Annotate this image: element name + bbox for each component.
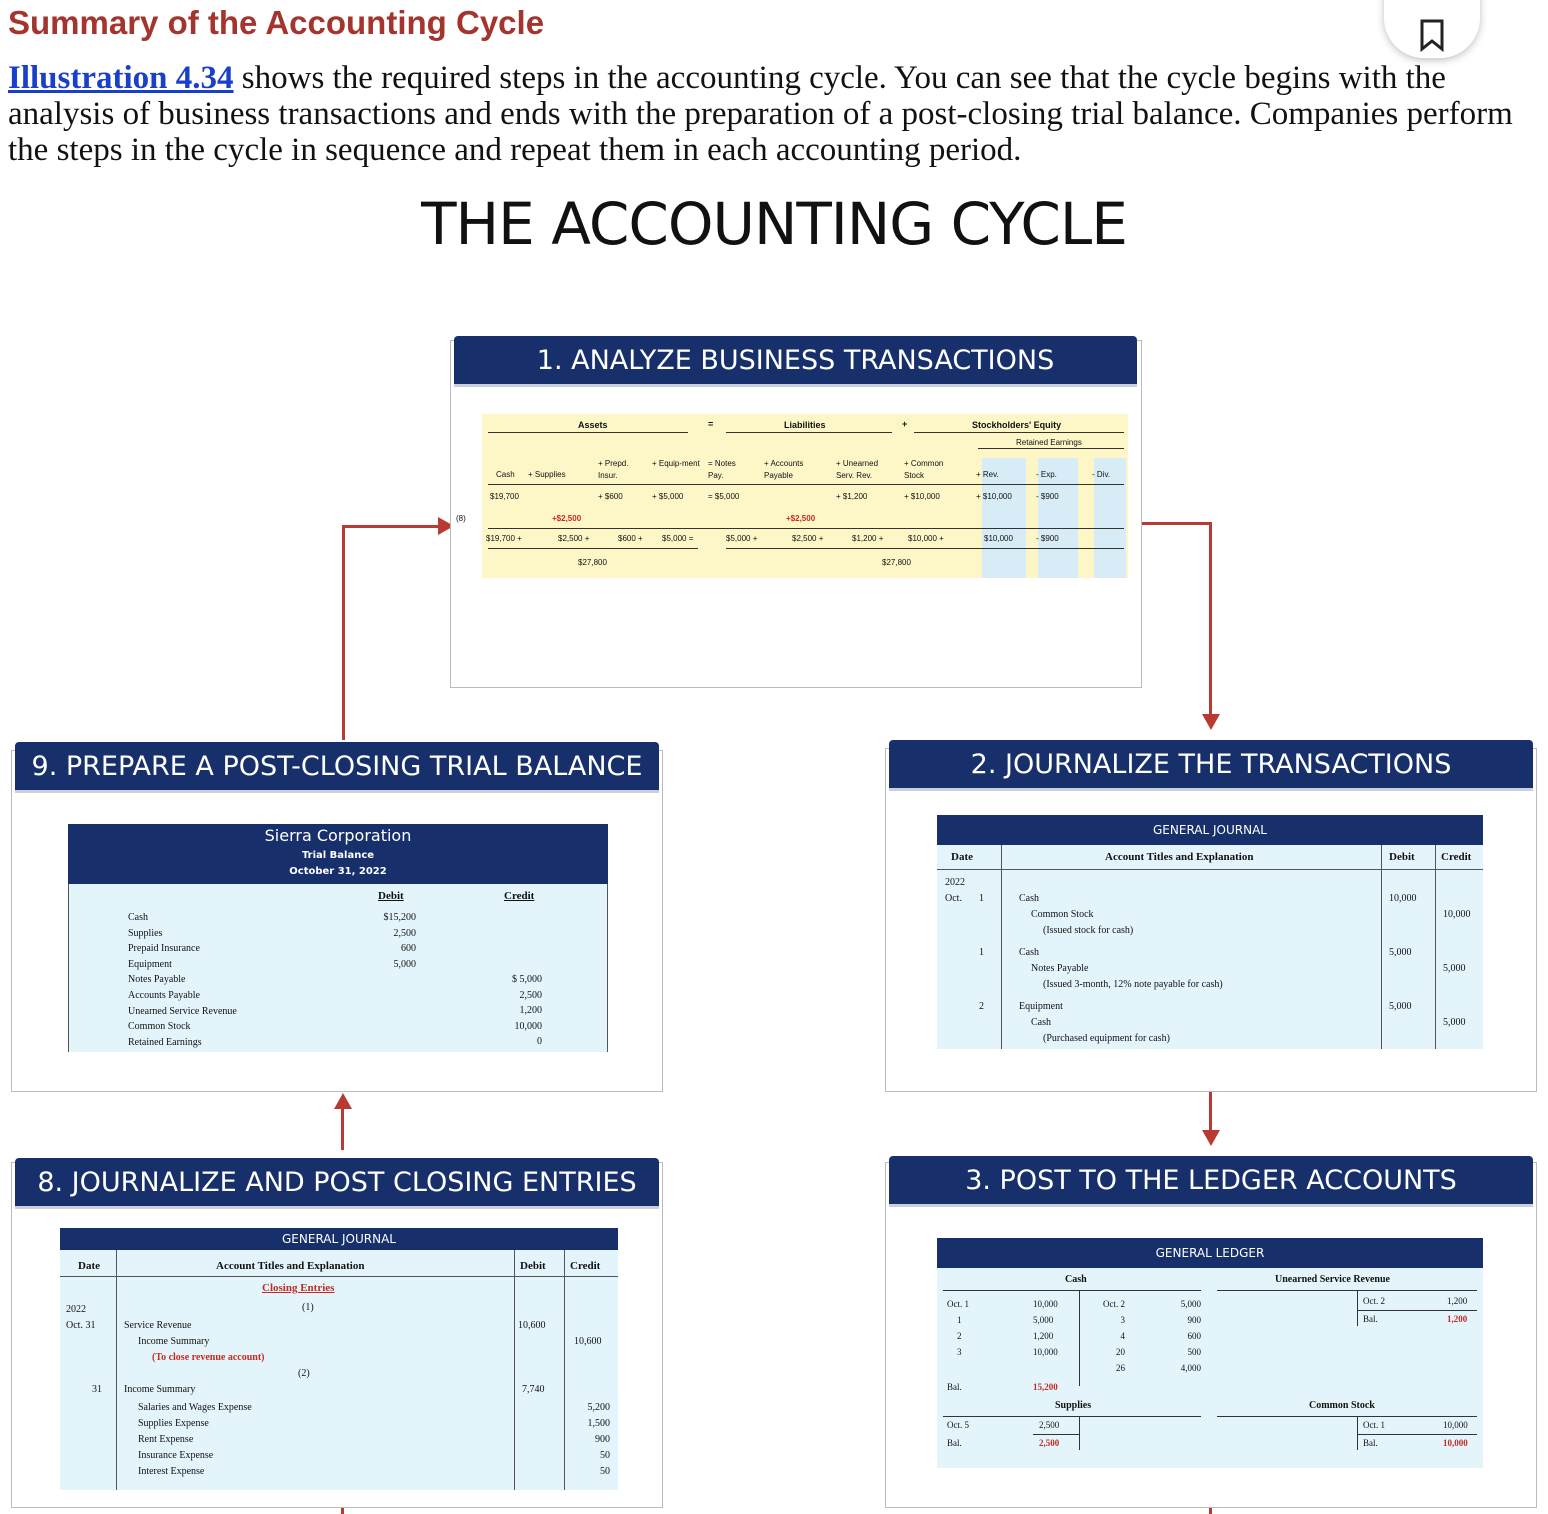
closing-e2-credit-amounts: 5,200 1,500 900 50 50 bbox=[587, 1402, 610, 1477]
col-debit: Debit bbox=[1389, 851, 1415, 863]
entry1-credit-account: Common Stock bbox=[1031, 909, 1094, 920]
supplies-date: Oct. 5 bbox=[947, 1420, 969, 1430]
journal-year: 2022 bbox=[945, 877, 965, 888]
col-revenue: + Rev. bbox=[976, 470, 999, 479]
arrow-1-to-2 bbox=[1140, 522, 1212, 525]
r1-unearned: + $1,200 bbox=[836, 492, 868, 501]
closing-col-date: Date bbox=[78, 1260, 100, 1272]
col-account: Account Titles and Explanation bbox=[1105, 851, 1254, 863]
journal-month: Oct. bbox=[945, 893, 962, 904]
entry3-credit-account: Cash bbox=[1031, 1017, 1051, 1028]
common-date: Oct. 1 bbox=[1363, 1420, 1385, 1430]
cash-credit-amounts: 5,000 900 600 500 4,000 bbox=[1180, 1299, 1201, 1373]
arrow-8-to-9 bbox=[341, 1108, 344, 1150]
intro-text: shows the required steps in the accounting cycle. You can see that the cycle begins with the analysis of business transactions and ends with the preparation of a post-closing trial balance. Companies perform the steps in the cycle in sequence and repeat them in each accounting period. bbox=[8, 60, 1513, 168]
equation-table bbox=[456, 414, 1128, 578]
unearned-account-title: Unearned Service Revenue bbox=[1275, 1274, 1390, 1285]
r3-cash: $19,700 + bbox=[486, 534, 522, 543]
arrow-head-up bbox=[334, 1093, 352, 1111]
r2-payable: +$2,500 bbox=[786, 514, 816, 523]
entry2-credit: 5,000 bbox=[1443, 963, 1466, 974]
r3-supplies: $2,500 + bbox=[558, 534, 590, 543]
col-common-stock: + Common Stock bbox=[904, 459, 944, 480]
col-unearned: + Unearned Serv. Rev. bbox=[836, 459, 879, 480]
bookmark-button[interactable] bbox=[1384, 0, 1480, 58]
r3-unearned: $1,200 + bbox=[852, 534, 884, 543]
trial-credits: $ 5,000 2,500 1,200 10,000 0 bbox=[512, 974, 542, 1048]
closing-col-debit: Debit bbox=[520, 1260, 546, 1272]
closing-e1-debit-account: Service Revenue bbox=[124, 1320, 192, 1331]
common-bal-label: Bal. bbox=[1363, 1438, 1378, 1448]
assets-label: Assets bbox=[578, 420, 608, 430]
bookmark-icon bbox=[1417, 18, 1447, 52]
col-cash: Cash bbox=[496, 470, 515, 479]
r3-prepaid: $600 + bbox=[618, 534, 643, 543]
r1-prepaid: + $600 bbox=[598, 492, 623, 501]
r1-revenue: + $10,000 bbox=[976, 492, 1012, 501]
r1-notes: = $5,000 bbox=[708, 492, 740, 501]
supplies-balance: 2,500 bbox=[1039, 1438, 1060, 1448]
closing-e1-credit-account: Income Summary bbox=[138, 1336, 210, 1347]
trial-debits: $15,200 2,500 600 5,000 bbox=[383, 912, 416, 970]
supplies-bal-label: Bal. bbox=[947, 1438, 962, 1448]
r1-expense: - $900 bbox=[1036, 492, 1059, 501]
entry3-debit-account: Equipment bbox=[1019, 1001, 1063, 1012]
closing-e2-debit: 7,740 bbox=[522, 1384, 545, 1395]
supplies-account-title: Supplies bbox=[1055, 1400, 1092, 1411]
r3-common: $10,000 + bbox=[908, 534, 944, 543]
ledger-title: GENERAL LEDGER bbox=[937, 1238, 1483, 1268]
r3-notes: $5,000 + bbox=[726, 534, 758, 543]
entry2-credit-account: Notes Payable bbox=[1031, 963, 1089, 974]
col-date: Date bbox=[951, 851, 973, 863]
col-dividends: - Div. bbox=[1092, 470, 1111, 479]
entry2-day: 1 bbox=[979, 947, 984, 958]
entry3-debit: 5,000 bbox=[1389, 1001, 1412, 1012]
closing-e2-debit-account: Income Summary bbox=[124, 1384, 196, 1395]
r3-payable: $2,500 + bbox=[792, 534, 824, 543]
r1-equipment: + $5,000 bbox=[652, 492, 684, 501]
common-amount: 10,000 bbox=[1443, 1420, 1468, 1430]
figure-title: THE ACCOUNTING CYCLE bbox=[421, 190, 1127, 258]
arrow-9-to-1 bbox=[342, 525, 345, 740]
unearned-amount: 1,200 bbox=[1447, 1296, 1468, 1306]
equity-label: Stockholders' Equity bbox=[972, 420, 1062, 430]
journal-title: GENERAL JOURNAL bbox=[937, 815, 1483, 845]
col-accounts-payable: + Accounts Payable bbox=[764, 459, 804, 480]
liabilities-label: Liabilities bbox=[784, 420, 826, 430]
unearned-balance: 1,200 bbox=[1447, 1314, 1468, 1324]
step9-header: 9. PREPARE A POST-CLOSING TRIAL BALANCE bbox=[15, 742, 659, 790]
col-notes-payable: = Notes Pay. bbox=[708, 459, 736, 480]
closing-col-credit: Credit bbox=[570, 1260, 601, 1272]
closing-entry-1-number: (1) bbox=[302, 1302, 314, 1313]
col-credit: Credit bbox=[1441, 851, 1472, 863]
trial-debit-header: Debit bbox=[378, 890, 404, 902]
r3-revenue: $10,000 bbox=[984, 534, 1013, 543]
step1-header: 1. ANALYZE BUSINESS TRANSACTIONS bbox=[454, 336, 1137, 384]
arrow-head-down bbox=[1202, 1130, 1220, 1148]
closing-journal-title: GENERAL JOURNAL bbox=[60, 1228, 618, 1250]
common-balance: 10,000 bbox=[1443, 1438, 1468, 1448]
total-liab-equity: $27,800 bbox=[882, 558, 911, 567]
entry1-debit: 10,000 bbox=[1389, 893, 1417, 904]
entry2-explanation: (Issued 3-month, 12% note payable for cash) bbox=[1043, 979, 1223, 990]
closing-date-1: Oct. 31 bbox=[66, 1320, 96, 1331]
common-stock-account-title: Common Stock bbox=[1309, 1400, 1375, 1411]
unearned-date: Oct. 2 bbox=[1363, 1296, 1385, 1306]
retained-earnings-label: Retained Earnings bbox=[1016, 438, 1082, 447]
cash-debit-dates: Oct. 1 1 2 3 bbox=[947, 1299, 969, 1357]
col-supplies: + Supplies bbox=[528, 470, 566, 479]
intro-paragraph bbox=[8, 60, 1548, 168]
step3-header: 3. POST TO THE LEDGER ACCOUNTS bbox=[889, 1156, 1533, 1204]
plus-sign: + bbox=[902, 419, 908, 429]
entry3-credit: 5,000 bbox=[1443, 1017, 1466, 1028]
closing-entry-2-number: (2) bbox=[298, 1368, 310, 1379]
r1-cash: $19,700 bbox=[490, 492, 519, 501]
trial-balance bbox=[68, 824, 608, 1052]
transaction-number: (8) bbox=[456, 514, 466, 523]
total-assets: $27,800 bbox=[578, 558, 607, 567]
closing-col-account: Account Titles and Explanation bbox=[216, 1260, 365, 1272]
cash-debit-amounts: 10,000 5,000 1,200 10,000 bbox=[1033, 1299, 1058, 1357]
cash-balance: 15,200 bbox=[1033, 1382, 1058, 1392]
trial-date: October 31, 2022 bbox=[289, 866, 387, 877]
illustration-link[interactable]: Illustration 4.34 bbox=[8, 60, 234, 96]
general-journal-table bbox=[937, 815, 1483, 1049]
step8-header: 8. JOURNALIZE AND POST CLOSING ENTRIES bbox=[15, 1158, 659, 1206]
r1-common: + $10,000 bbox=[904, 492, 940, 501]
closing-e1-credit: 10,600 bbox=[574, 1336, 602, 1347]
col-prepaid: + Prepd. Insur. bbox=[598, 459, 629, 480]
trial-accounts: Cash Supplies Prepaid Insurance Equipment Notes Payable Accounts Payable Unearned Service Revenue Common Stock Retained Earnings bbox=[128, 912, 237, 1048]
entry3-explanation: (Purchased equipment for cash) bbox=[1043, 1033, 1170, 1044]
closing-year: 2022 bbox=[66, 1304, 86, 1315]
closing-e2-credit-accounts: Salaries and Wages Expense Supplies Expense Rent Expense Insurance Expense Interest Expense bbox=[138, 1402, 252, 1477]
trial-subtitle: Trial Balance bbox=[301, 850, 375, 861]
r3-expense: - $900 bbox=[1036, 534, 1059, 543]
cash-credit-dates: Oct. 2 3 4 20 26 bbox=[1103, 1299, 1125, 1373]
cash-account-title: Cash bbox=[1065, 1274, 1087, 1285]
entry1-credit: 10,000 bbox=[1443, 909, 1471, 920]
cash-bal-label: Bal. bbox=[947, 1382, 962, 1392]
closing-journal bbox=[60, 1228, 618, 1490]
entry2-debit: 5,000 bbox=[1389, 947, 1412, 958]
closing-entries-label: Closing Entries bbox=[262, 1282, 335, 1294]
supplies-amount: 2,500 bbox=[1039, 1420, 1060, 1430]
trial-company: Sierra Corporation bbox=[264, 826, 412, 845]
unearned-bal-label: Bal. bbox=[1363, 1314, 1378, 1324]
entry3-day: 2 bbox=[979, 1001, 984, 1012]
entry1-explanation: (Issued stock for cash) bbox=[1043, 925, 1134, 936]
arrow-head-down bbox=[1202, 714, 1220, 732]
r2-supplies: +$2,500 bbox=[552, 514, 582, 523]
closing-e1-explanation: (To close revenue account) bbox=[152, 1352, 265, 1363]
closing-e1-debit: 10,600 bbox=[518, 1320, 546, 1331]
equals-sign: = bbox=[708, 419, 714, 429]
entry1-debit-account: Cash bbox=[1019, 893, 1039, 904]
section-heading: Summary of the Accounting Cycle bbox=[8, 4, 545, 41]
closing-date-2: 31 bbox=[92, 1384, 102, 1395]
arrow-2-to-3 bbox=[1209, 1092, 1212, 1134]
entry2-debit-account: Cash bbox=[1019, 947, 1039, 958]
col-expense: - Exp. bbox=[1036, 470, 1057, 479]
entry1-day: 1 bbox=[979, 893, 984, 904]
col-equipment: + Equip-ment bbox=[652, 459, 700, 468]
trial-credit-header: Credit bbox=[504, 890, 535, 902]
r3-equipment: $5,000 = bbox=[662, 534, 694, 543]
step2-header: 2. JOURNALIZE THE TRANSACTIONS bbox=[889, 740, 1533, 788]
general-ledger bbox=[937, 1238, 1483, 1468]
